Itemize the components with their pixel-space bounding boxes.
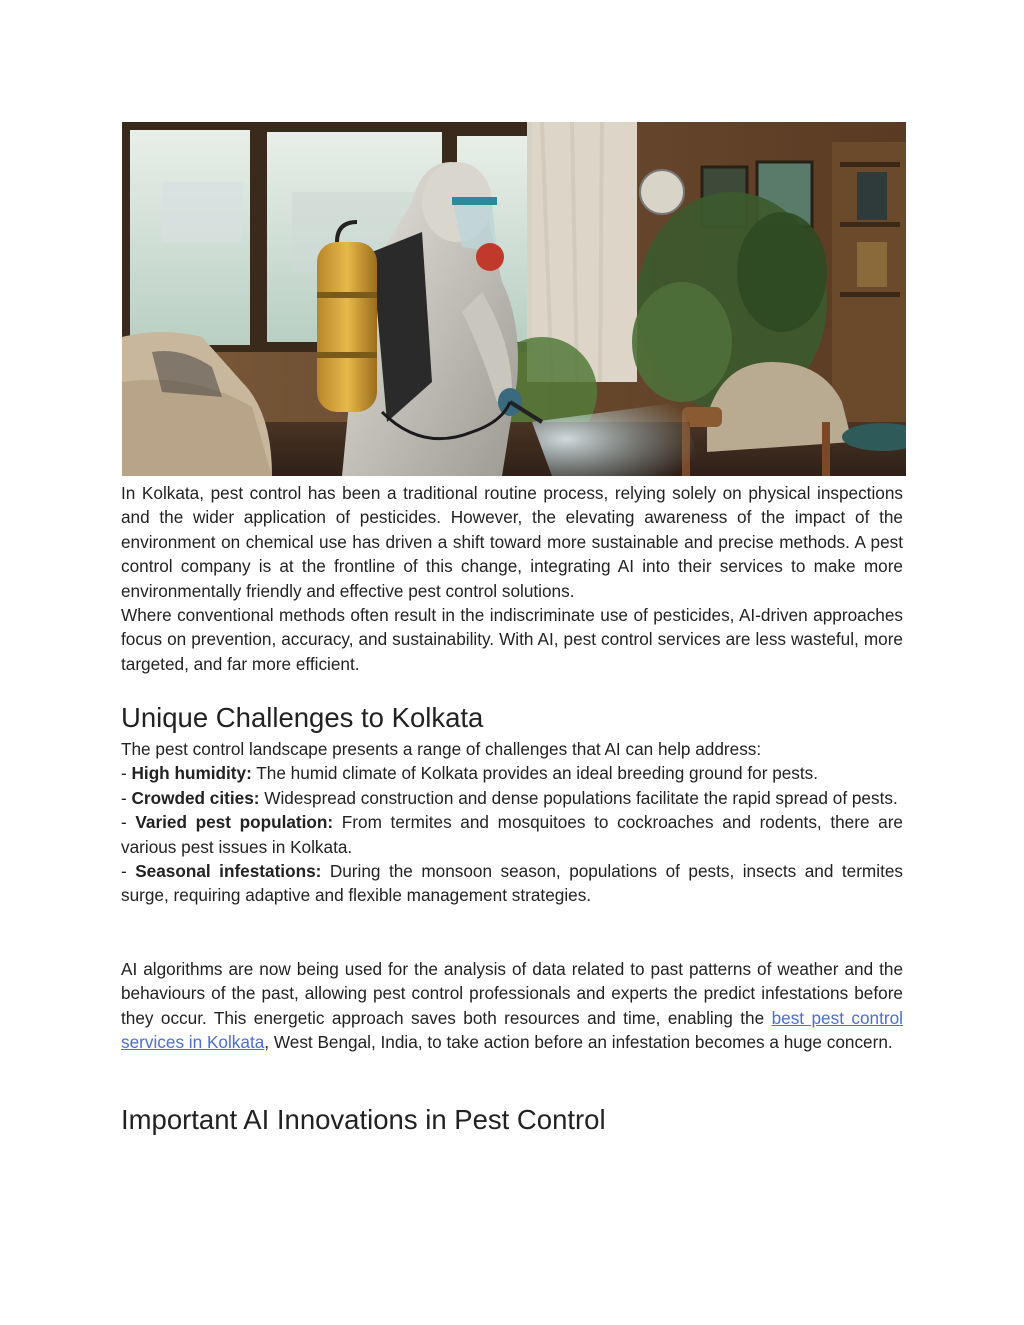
list-item: - High humidity: The humid climate of Kolkata provides an ideal breeding ground for pests. xyxy=(121,763,819,784)
list-item: - Seasonal infestations: During the monsoon season, populations of pests, insects and termites surge, requiring adaptive and flexible management strategies. xyxy=(121,861,903,906)
challenges-list xyxy=(121,737,903,908)
intro-section xyxy=(121,481,903,676)
pest-control-illustration xyxy=(122,122,906,476)
list-item-text: Widespread construction and dense populations facilitate the rapid spread of pests. xyxy=(259,787,898,808)
section-heading-ai-innovations: Important AI Innovations in Pest Control xyxy=(121,1104,606,1135)
intro-paragraph-1: In Kolkata, pest control has been a traditional routine process, relying solely on physical inspections and the wider application of pesticides. However, the elevating awareness of the impact of the environment on chemical use has driven a shift toward more sustainable and precise methods. A pest control company is at the frontline of this change, integrating AI into their services to make more environmentally friendly and effective pest control solutions. xyxy=(121,483,903,601)
list-item-term: Seasonal infestations: xyxy=(135,861,322,882)
list-item: - Varied pest population: From termites and mosquitoes to cockroaches and rodents, there are various pest issues in Kolkata. xyxy=(121,812,903,857)
list-item-text: The humid climate of Kolkata provides an ideal breeding ground for pests. xyxy=(251,763,819,784)
list-item-text: During the monsoon season, populations of pests, insects and termites surge, requiring adaptive and flexible management strategies. xyxy=(121,861,903,906)
list-item-term: Crowded cities: xyxy=(131,787,260,808)
ai-algorithms-paragraph: AI algorithms are now being used for the analysis of data related to past patterns of weather and the behaviours of the past, allowing pest control professionals and experts the predict infestations before they occur. This energetic approach saves both resources and time, enabling the best pest control services in Kolkata, West Bengal, India, to take action before an infestation becomes a huge concern. xyxy=(121,959,903,1053)
ai-algorithms-section xyxy=(121,957,903,1055)
hero-image xyxy=(122,122,906,476)
intro-paragraph-2: Where conventional methods often result in the indiscriminate use of pesticides, AI-driven approaches focus on prevention, accuracy, and sustainability. With AI, pest control services are less wasteful, more targeted, and far more efficient. xyxy=(121,605,903,674)
best-pest-control-link[interactable]: best pest control services in Kolkata xyxy=(121,1007,903,1053)
list-item-term: Varied pest population: xyxy=(135,812,334,833)
list-item: - Crowded cities: Widespread construction and dense populations facilitate the rapid spread of pests. xyxy=(121,787,898,808)
section-ai-innovations xyxy=(121,1104,903,1136)
section-heading-unique-challenges: Unique Challenges to Kolkata xyxy=(121,702,484,733)
list-item-text: From termites and mosquitoes to cockroaches and rodents, there are various pest issues in Kolkata. xyxy=(121,812,903,857)
challenges-lead: The pest control landscape presents a range of challenges that AI can help address: xyxy=(121,739,762,759)
list-item-term: High humidity: xyxy=(131,763,252,784)
section-unique-challenges xyxy=(121,702,903,734)
